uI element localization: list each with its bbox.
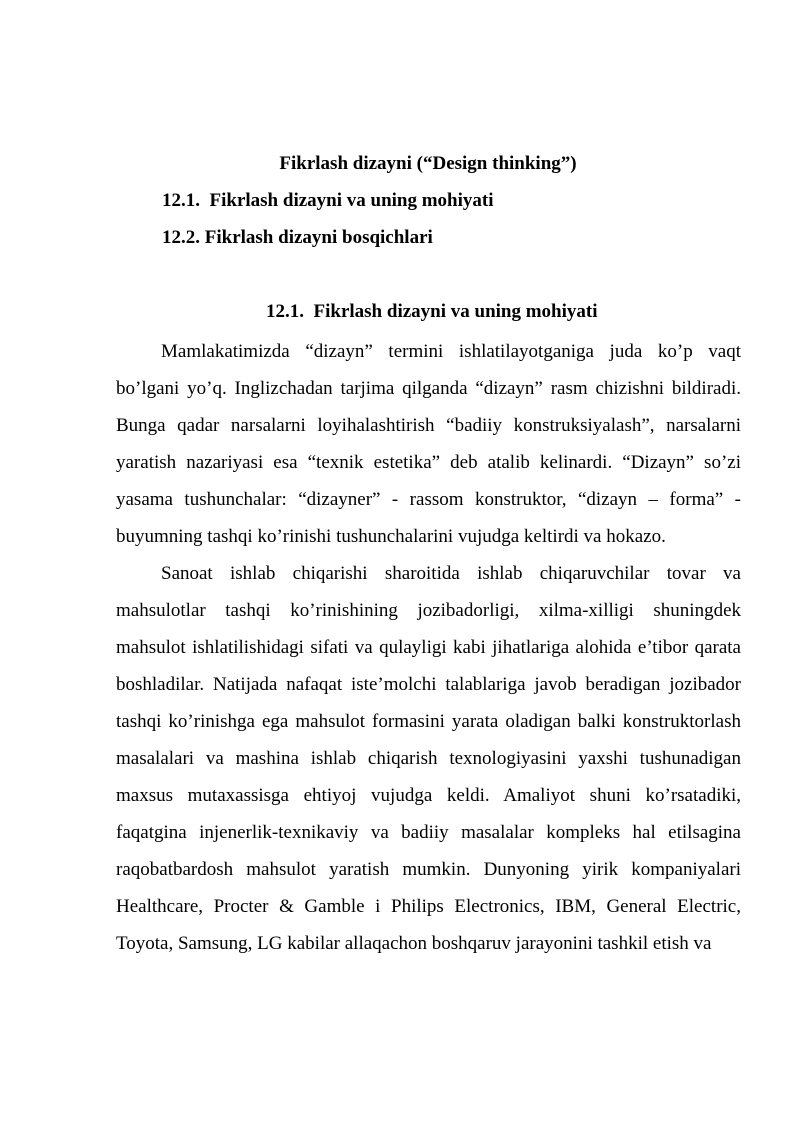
paragraph: Mamlakatimizda “dizayn” termini ishlatilayotganiga juda ko’p vaqt bo’lgani yo’q. Inglizchadan tarjima qilganda “dizayn” rasm chizishni bildiradi. Bunga qadar narsalarni loyihalashtirish “badiiy konstruksiyalash”, narsalarni yaratish nazariyasi esa “texnik estetika” deb atalib kelinardi. “Dizayn” so’zi yasama tushunchalar: “dizayner” - rassom konstruktor, “dizayn – forma” - buyumning tashqi ko’rinishi tushunchalarini vujudga keltirdi va hokazo.	[116, 341, 741, 547]
paragraph: Sanoat ishlab chiqarishi sharoitida ishlab chiqaruvchilar tovar va mahsulotlar tashqi ko’rinishining jozibadorligi, xilma-xilligi shuningdek mahsulot ishlatilishidagi sifati va qulayligi kabi jihatlariga alohida e’tibor qarata boshladilar. Natijada nafaqat iste’molchi talablariga javob beradigan jozibador tashqi ko’rinishga ega mahsulot formasini yarata oladigan balki konstruktorlash masalalari va mashina ishlab chiqarish texnologiyasini yaxshi tushunadigan maxsus mutaxassisga ehtiyoj vujudga keldi. Amaliyot shuni ko’rsatadiki, faqatgina injenerlik-texnikaviy va badiiy masalalar kompleks hal etilsagina raqobatbardosh mahsulot yaratish mumkin. Dunyoning yirik kompaniyalari Healthcare, Procter & Gamble i Philips Electronics, IBM, General Electric, Toyota, Samsung, LG kabilar allaqachon boshqaruv jarayonini tashkil etish va	[116, 563, 741, 954]
section-heading-12-1: 12.1. Fikrlash dizayni va uning mohiyati	[266, 301, 598, 322]
toc-item-12-1: 12.1. Fikrlash dizayni va uning mohiyati	[162, 190, 494, 211]
body-text	[116, 333, 741, 962]
document-title: Fikrlash dizayni (“Design thinking”)	[279, 153, 577, 174]
toc-item-12-2: 12.2. Fikrlash dizayni bosqichlari	[162, 227, 433, 248]
